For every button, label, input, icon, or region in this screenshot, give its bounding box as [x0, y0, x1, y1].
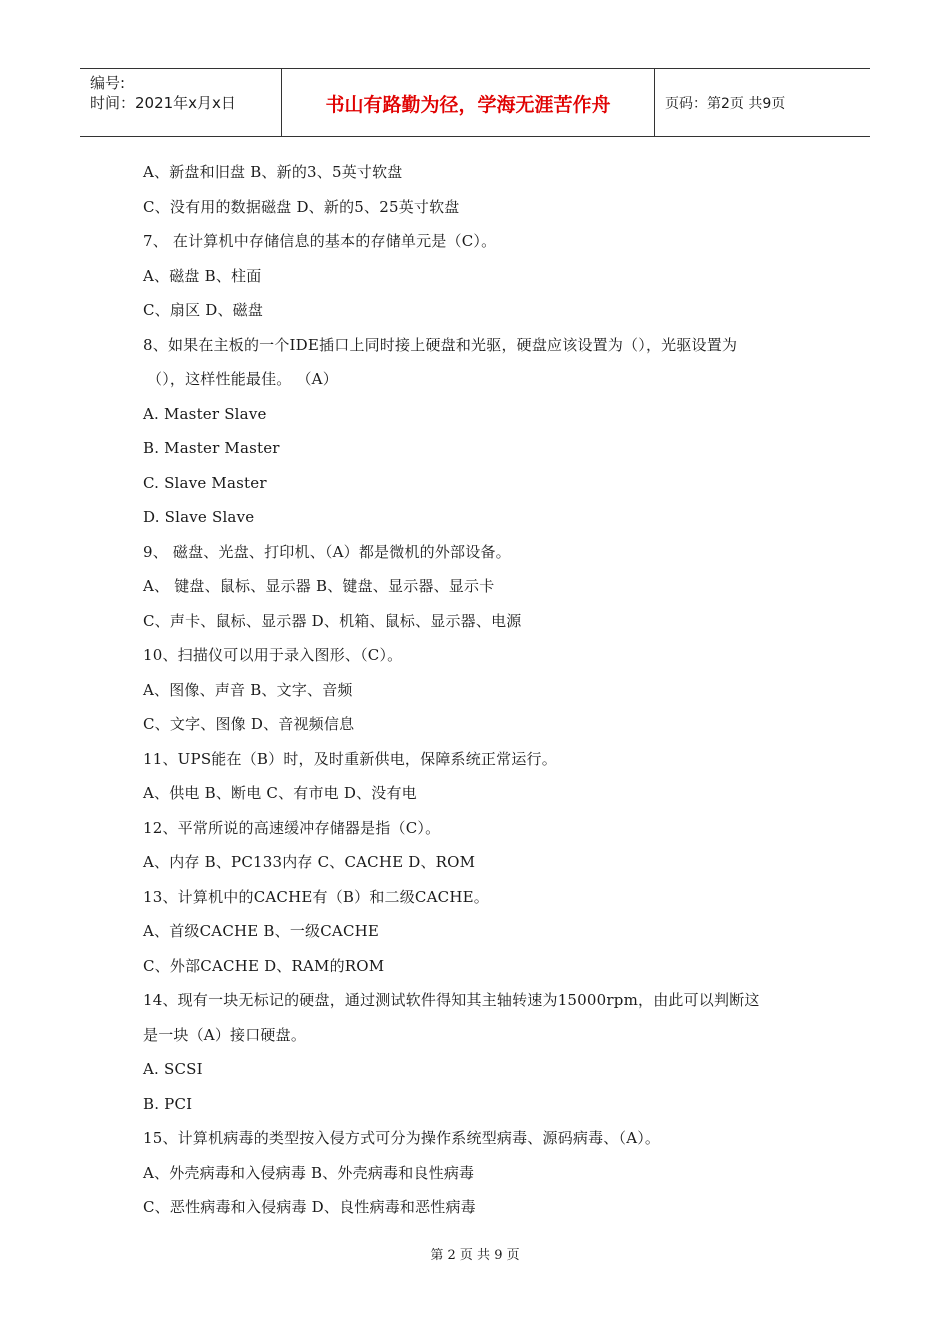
text-line: A、 键盘、鼠标、显示器 B、键盘、显示器、显示卡 — [143, 577, 495, 595]
question-line: 14、现有一块无标记的硬盘，通过测试软件得知其主轴转速为15000rpm，由此可以判断这 — [143, 991, 760, 1009]
text-line: B. Master Master — [143, 439, 280, 457]
text-line: C. Slave Master — [143, 473, 267, 492]
time-label: 时间：2021年x月x日 — [90, 94, 236, 112]
text-line: C、声卡、鼠标、显示器 D、机箱、鼠标、显示器、电源 — [143, 611, 522, 630]
text-line: B. PCI — [143, 1094, 193, 1113]
text-line: C、扇区 D、磁盘 — [143, 301, 264, 319]
text-line: D. Slave Slave — [143, 508, 255, 526]
code-label: 编号: — [90, 74, 126, 92]
question-line: 15、计算机病毒的类型按入侵方式可分为操作系统型病毒、源码病毒、（A）。 — [143, 1129, 661, 1147]
text-line: C、外部CACHE D、RAM的ROM — [143, 956, 385, 975]
text-line: A、新盘和旧盘 B、新的3、5英寸软盘 — [143, 163, 403, 181]
header-meta — [80, 69, 282, 136]
question-line: 8、如果在主板的一个IDE插口上同时接上硬盘和光驱，硬盘应该设置为（），光驱设置为 — [143, 335, 738, 354]
question-line: 11、UPS能在（B）时，及时重新供电，保障系统正常运行。 — [143, 749, 557, 768]
text-line: C、恶性病毒和入侵病毒 D、良性病毒和恶性病毒 — [143, 1198, 476, 1216]
text-line: A、内存 B、PC133内存 C、CACHE D、ROM — [143, 853, 476, 871]
text-line: A. Master Slave — [143, 404, 267, 423]
question-line: 12、平常所说的高速缓冲存储器是指（C）。 — [143, 818, 441, 837]
text-line: A、磁盘 B、柱面 — [143, 266, 262, 285]
page-footer: 第 2 页 共 9 页 — [430, 1248, 520, 1263]
text-line: A、供电 B、断电 C、有市电 D、没有电 — [143, 784, 417, 802]
text-line: C、没有用的数据磁盘 D、新的5、25英寸软盘 — [143, 197, 460, 216]
question-continuation: 是一块（A）接口硬盘。 — [143, 1025, 307, 1044]
question-line: 10、扫描仪可以用于录入图形、（C）。 — [143, 646, 403, 664]
page-header — [80, 68, 870, 137]
text-line: A、图像、声音 B、文字、音频 — [143, 680, 353, 699]
question-continuation: （），这样性能最佳。 （A） — [147, 370, 338, 388]
question-line: 9、 磁盘、光盘、打印机、（A）都是微机的外部设备。 — [143, 542, 511, 561]
question-line: 13、计算机中的CACHE有（B）和二级CACHE。 — [143, 887, 489, 906]
text-line: A、首级CACHE B、一级CACHE — [143, 922, 380, 940]
header-motto: 书山有路勤为径，学海无涯苦作舟 — [282, 69, 655, 136]
text-line: C、文字、图像 D、音视频信息 — [143, 715, 355, 733]
header-page-info: 页码：第2页 共9页 — [665, 95, 786, 112]
text-line: A、外壳病毒和入侵病毒 B、外壳病毒和良性病毒 — [143, 1163, 475, 1182]
question-line: 7、 在计算机中存储信息的基本的存储单元是（C）。 — [143, 232, 497, 250]
document-body — [143, 155, 823, 1225]
text-line: A. SCSI — [143, 1060, 203, 1078]
